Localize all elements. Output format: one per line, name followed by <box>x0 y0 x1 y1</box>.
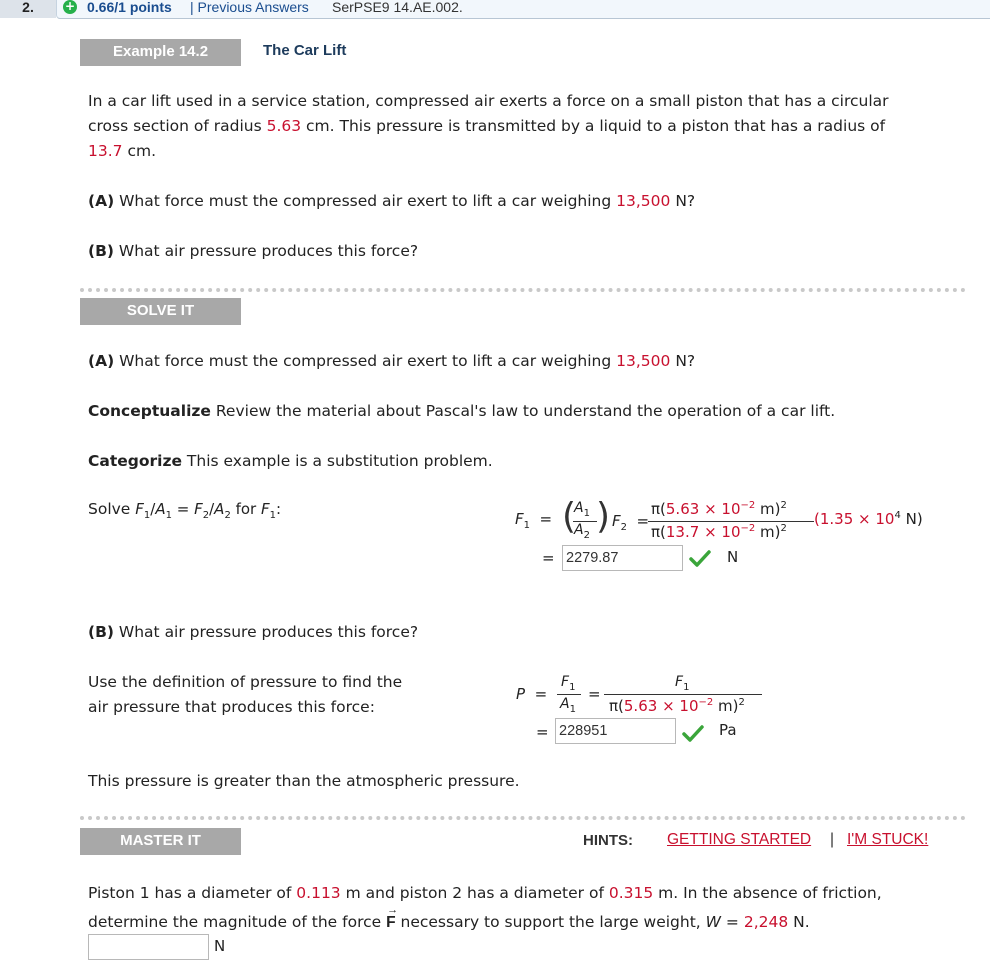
intro-line-3: cm. <box>122 142 156 160</box>
intro-line-2a: cross section of radius <box>88 117 267 135</box>
pressure-text-line-2: air pressure that produces this force: <box>88 698 375 716</box>
force-denominator: $\pi(13.7 \times 10^{-2}$ m)$^2$ <box>651 523 787 541</box>
solve-label: Solve <box>88 500 136 518</box>
correct-check-icon <box>689 549 711 567</box>
radius-small: 5.63 <box>266 117 302 135</box>
master-text-d: determine the magnitude of the force <box>88 913 387 931</box>
p-area-denominator: $\pi(5.63 \times 10^{-2}$ m)$^2$ <box>609 697 745 715</box>
paren-right: ) <box>596 496 611 537</box>
example-question-b <box>88 239 418 264</box>
f2-symbol: $F_2$ = <box>612 512 650 533</box>
conceptualize-label: Conceptualize <box>88 402 211 420</box>
categorize-text: This example is a substitution problem. <box>182 452 493 470</box>
force-fraction-line <box>648 521 814 522</box>
large-weight-value: 2,248 <box>743 913 789 931</box>
conceptualize-text: Review the material about Pascal's law to understand the operation of a car lift. <box>210 402 836 420</box>
categorize-label: Categorize <box>88 452 182 470</box>
intro-line-1: In a car lift used in a service station, compressed air exerts a force on a small piston that has a circular <box>88 92 889 110</box>
p-f1-numerator: $F_1$ <box>561 674 576 693</box>
force-answer-input[interactable]: 2279.87 <box>562 545 683 571</box>
master-text-b: m and piston 2 has a diameter of <box>340 884 609 902</box>
p-fraction-line-1 <box>557 694 581 695</box>
master-text-a: Piston 1 has a diameter of <box>88 884 297 902</box>
question-b-text: What air pressure produces this force? <box>113 242 419 260</box>
problem-code: SerPSE9 14.AE.002. <box>332 0 463 15</box>
vector-arrow-icon: → <box>387 904 399 916</box>
getting-started-link[interactable]: GETTING STARTED <box>667 831 812 848</box>
weight-symbol: W <box>705 913 721 931</box>
pressure-unit: Pa <box>719 721 737 739</box>
solve-it-label: SOLVE IT <box>80 298 241 325</box>
pressure-answer-input[interactable]: 228951 <box>555 718 676 744</box>
example-label: Example 14.2 <box>80 39 241 66</box>
f1-symbol: $F_1$ = <box>515 510 553 531</box>
paren-left: ( <box>562 496 577 537</box>
hints-separator: | <box>830 831 835 848</box>
master-answer-unit: N <box>214 937 226 955</box>
weight-unit: N. <box>788 913 810 931</box>
master-text-e: necessary to support the large weight, <box>395 913 706 931</box>
solve-question-b-label: (B) <box>88 623 114 641</box>
force-den-radius: 13.7 <box>665 523 700 541</box>
force-numerator: $\pi(5.63 \times 10^{-2}$ m)$^2$ <box>651 500 787 518</box>
radius-large: 13.7 <box>88 142 123 160</box>
master-answer-input[interactable] <box>88 934 209 960</box>
question-a-label: (A) <box>88 192 115 210</box>
car-weight: 13,500 <box>616 192 671 210</box>
a2-denominator: $A_2$ <box>574 522 590 541</box>
solve-question-b-text: What air pressure produces this force? <box>113 623 419 641</box>
conceptualize-paragraph <box>88 399 835 424</box>
solve-question-a-text: What force must the compressed air exert to lift a car weighing <box>114 352 617 370</box>
previous-answers-label[interactable]: Previous Answers <box>197 0 309 15</box>
im-stuck-link[interactable]: I'M STUCK! <box>847 831 929 848</box>
hints-label: HINTS: <box>583 832 633 849</box>
expand-plus-icon[interactable]: + <box>64 0 76 13</box>
solve-question-b <box>88 620 418 645</box>
correct-check-icon <box>682 724 704 742</box>
section-divider <box>80 816 966 820</box>
pressure-text-line-1: Use the definition of pressure to find the <box>88 673 403 691</box>
p-a1-denominator: $A_1$ <box>560 696 576 715</box>
force-vector-symbol: → F <box>386 908 395 937</box>
conclusion-text: This pressure is greater than the atmospheric pressure. <box>88 772 520 790</box>
master-it-label: MASTER IT <box>80 828 241 855</box>
solve-instruction: Solve $F_1/A_1 = F_2/A_2$ for $F_1$: <box>88 500 282 521</box>
categorize-paragraph <box>88 449 493 474</box>
force-unit: N <box>727 548 739 566</box>
question-header <box>0 0 990 18</box>
question-b-label: (B) <box>88 242 114 260</box>
previous-answers-link[interactable] <box>190 0 309 15</box>
question-a-unit: N? <box>670 192 696 210</box>
intro-paragraph <box>88 89 889 164</box>
weight-multiplier-unit: N) <box>900 510 923 528</box>
weight-multiplier-value: (1.35 × 10 <box>814 510 895 528</box>
example-title: The Car Lift <box>263 42 347 59</box>
solve-question-a-label: (A) <box>88 352 115 370</box>
p-denominator-radius: 5.63 <box>623 697 658 715</box>
piston-1-diameter: 0.113 <box>296 884 341 902</box>
a1-numerator: $A_1$ <box>574 500 590 519</box>
solve-question-a <box>88 349 695 374</box>
intro-line-2b: cm. This pressure is transmitted by a liquid to a piston that has a radius of <box>301 117 886 135</box>
master-text-c: m. In the absence of friction, <box>653 884 882 902</box>
piston-2-diameter: 0.315 <box>608 884 654 902</box>
weight-multiplier-exponent: 4 <box>894 510 901 521</box>
p-f1-numerator-2: $F_1$ <box>675 674 690 693</box>
force-equals: = <box>542 549 555 567</box>
question-number: 2. <box>0 0 56 18</box>
solve-car-weight: 13,500 <box>616 352 671 370</box>
pressure-equals: = <box>536 723 549 741</box>
pressure-instruction <box>88 670 402 720</box>
force-num-radius: 5.63 <box>665 500 700 518</box>
master-it-problem <box>88 879 882 937</box>
example-question-a <box>88 189 695 214</box>
solve-question-a-unit: N? <box>670 352 696 370</box>
p-symbol: P = <box>516 685 548 703</box>
header-separator: | <box>190 0 194 15</box>
p-equals-2: = <box>588 685 601 703</box>
question-a-text: What force must the compressed air exert to lift a car weighing <box>114 192 617 210</box>
points-score: 0.66/1 points <box>87 0 172 15</box>
weight-multiplier <box>814 510 923 528</box>
section-divider <box>80 288 966 292</box>
p-fraction-line-2 <box>604 694 762 695</box>
weight-equals: = <box>720 913 744 931</box>
